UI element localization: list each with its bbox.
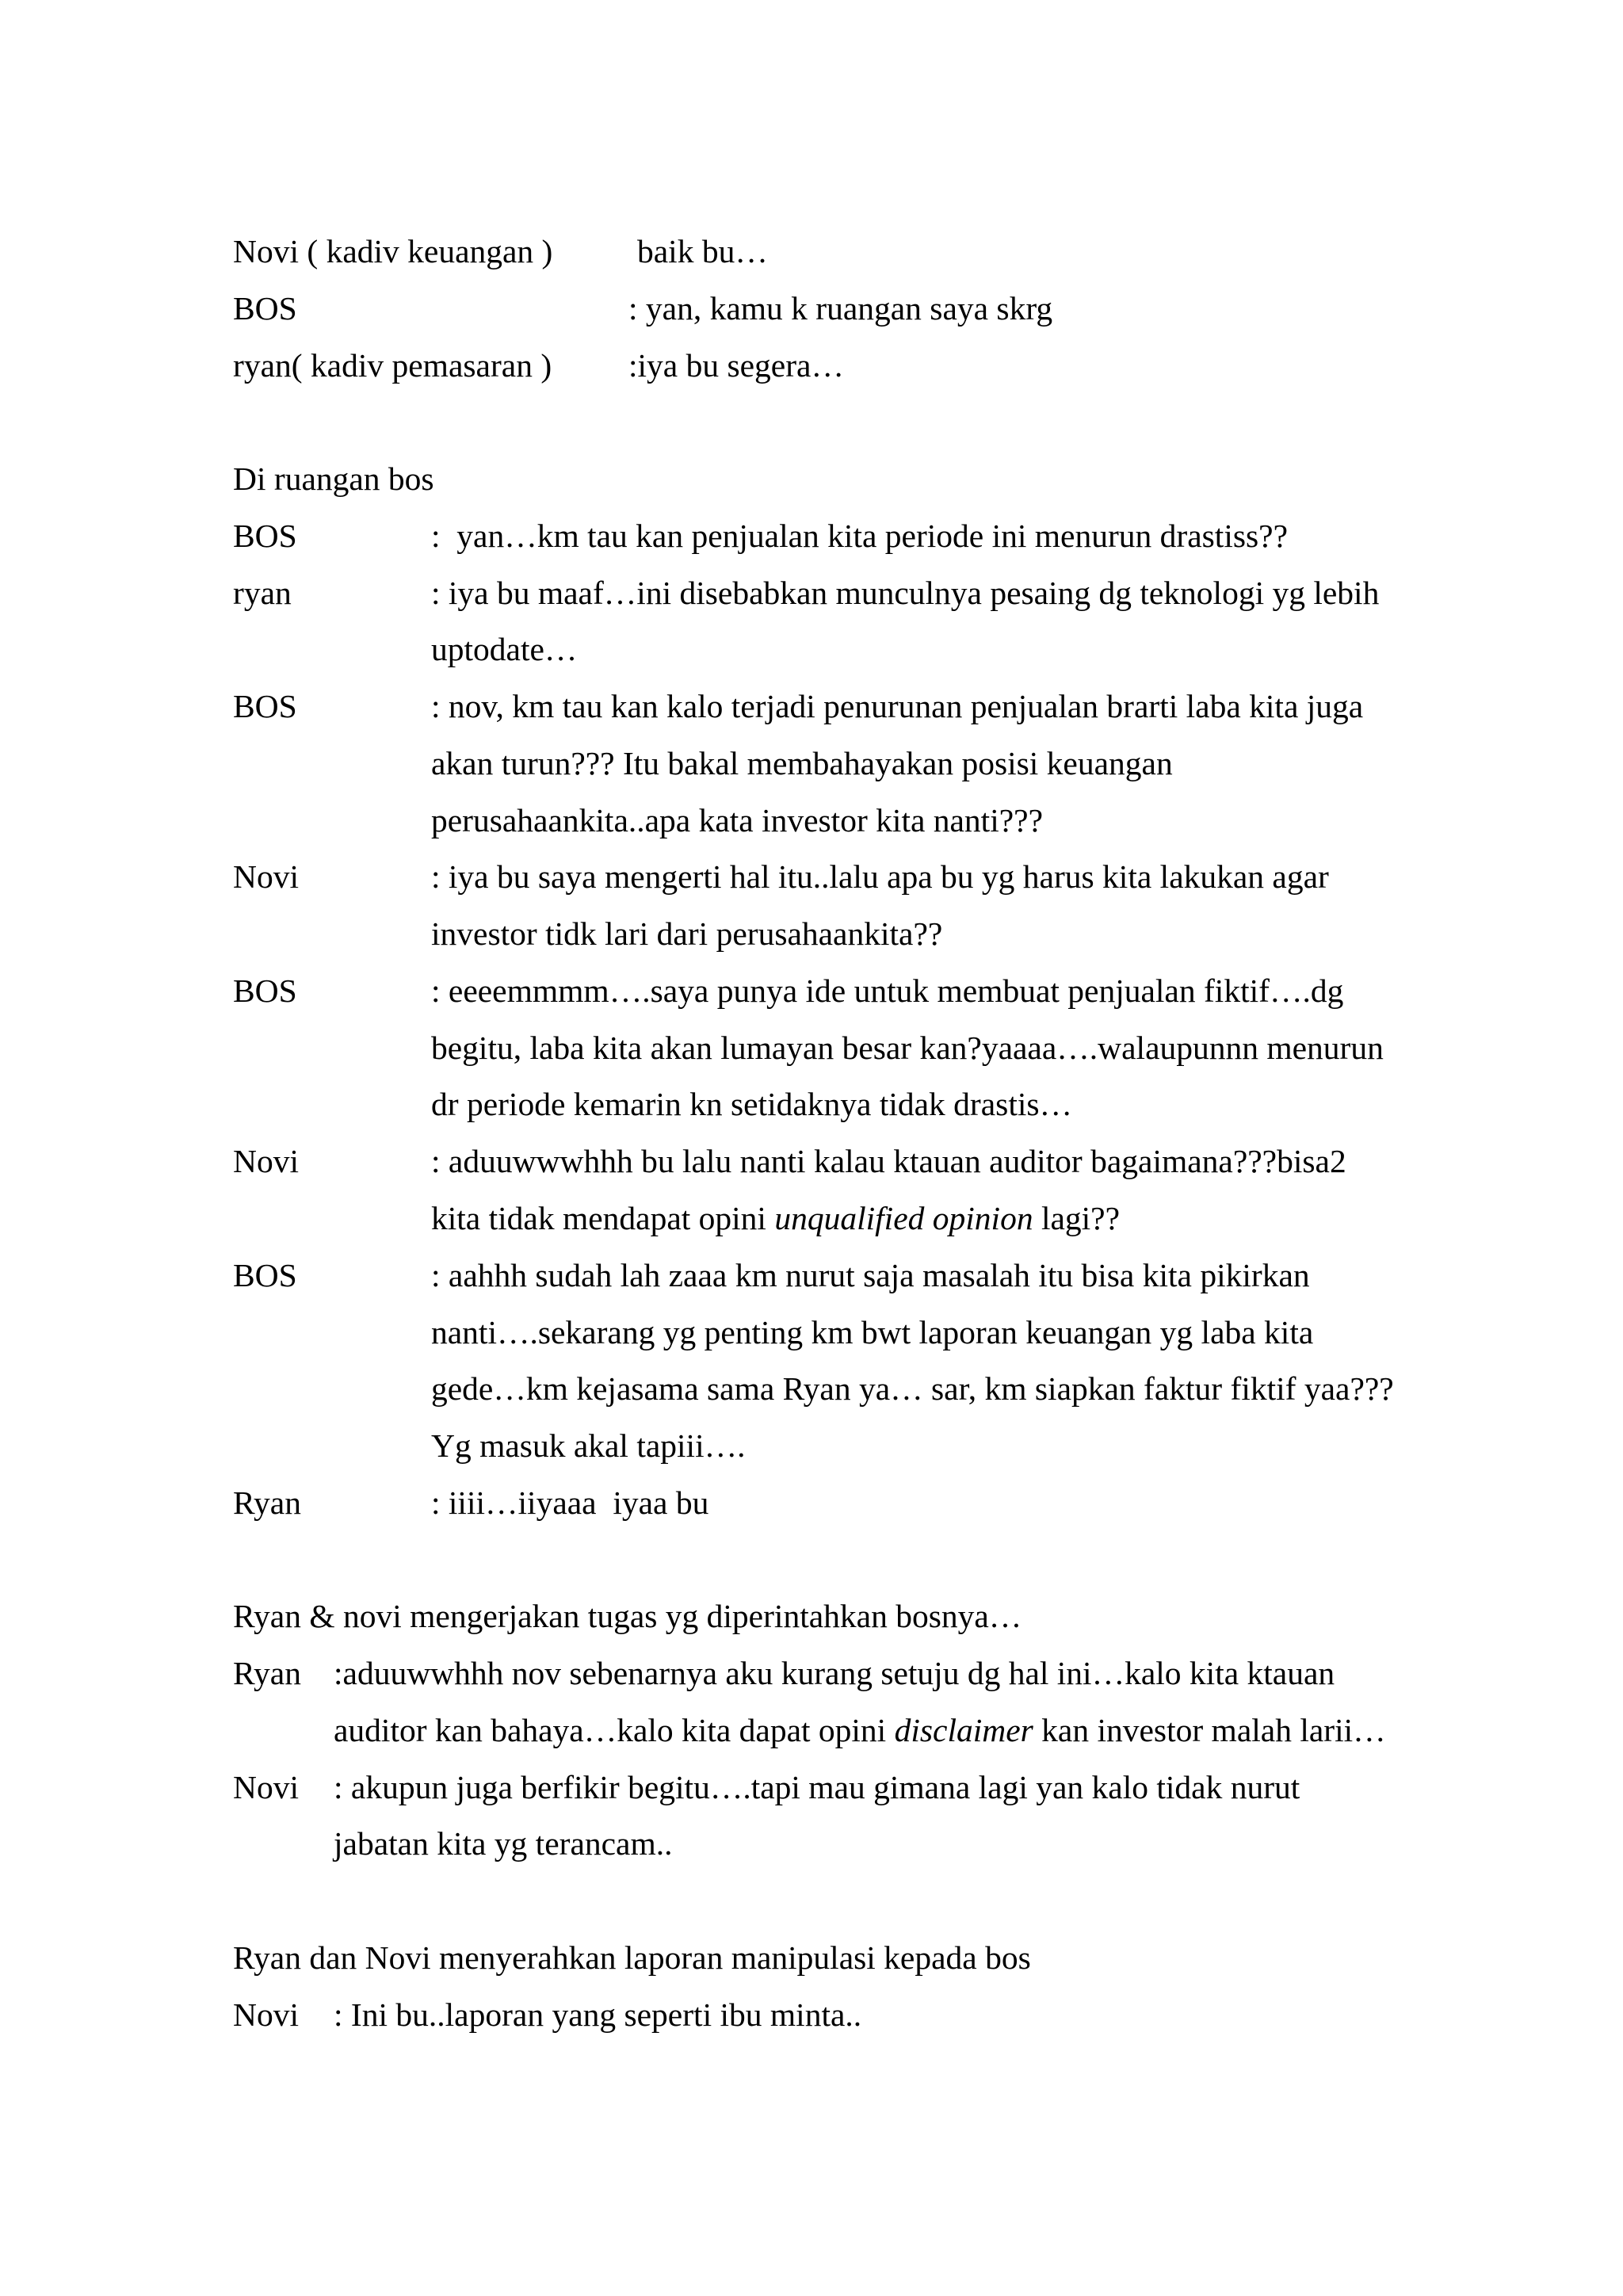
dialogue-row (233, 1987, 1623, 2044)
dialogue-text (431, 678, 1363, 849)
dialogue-row (233, 223, 1623, 281)
dialogue-row (233, 281, 1623, 338)
blank-line (233, 394, 1623, 451)
dialogue-line (334, 1702, 1386, 1759)
speaker-name: BOS (233, 688, 297, 725)
dialogue-text (431, 849, 1329, 963)
italic-term: disclaimer (894, 1711, 1033, 1748)
scene-working (233, 1588, 1623, 1873)
dialogue-row (233, 1759, 1623, 1874)
dialogue-row (233, 508, 1623, 565)
dialogue-line: :aduuwwhhh nov sebenarnya aku kurang setuju dg hal ini…kalo kita ktauan (334, 1655, 1335, 1692)
dialogue-line: akan turun??? Itu bakal membahayakan posisi keuangan (431, 744, 1173, 781)
speaker-name: Novi ( kadiv keuangan ) (233, 233, 553, 269)
dialogue-text (431, 565, 1379, 679)
speaker-name: BOS (233, 289, 297, 327)
line-text: lagi?? (1033, 1200, 1121, 1237)
dialogue-line: : eeeemmmm….saya punya ide untuk membuat penjualan fiktif….dg (431, 972, 1344, 1009)
dialogue-line: jabatan kita yg terancam.. (334, 1825, 673, 1862)
dialogue-row (233, 565, 1623, 679)
speaker-name: ryan (233, 574, 292, 611)
speaker-name: ryan( kadiv pemasaran ) (233, 346, 552, 384)
dialogue-line: nanti….sekarang yg penting km bwt laporan keuangan yg laba kita (431, 1313, 1314, 1350)
line-text: kan investor malah larii… (1033, 1711, 1386, 1748)
scene-boss-room (233, 451, 1623, 1532)
blank-line (233, 1532, 1623, 1589)
scene-heading: Ryan dan Novi menyerahkan laporan manipulasi kepada bos (233, 1939, 1031, 1976)
dialogue-line: : iya bu saya mengerti hal itu..lalu apa bu yg harus kita lakukan agar (431, 858, 1329, 896)
dialogue-line: : akupun juga berfikir begitu….tapi mau gimana lagi yan kalo tidak nurut (334, 1768, 1300, 1805)
dialogue-text (431, 963, 1384, 1133)
dialogue-text (431, 1247, 1394, 1475)
dialogue-text: baik bu… (637, 233, 768, 269)
dialogue-text: : yan, kamu k ruangan saya skrg (628, 289, 1053, 327)
dialogue-line: : yan…km tau kan penjualan kita periode ini menurun drastiss?? (431, 517, 1289, 554)
dialogue-row (233, 849, 1623, 963)
dialogue-line: gede…km kejasama sama Ryan ya… sar, km siapkan faktur fiktif yaa??? (431, 1370, 1394, 1408)
dialogue-line: Yg masuk akal tapiii…. (431, 1427, 746, 1465)
dialogue-line: perusahaankita..apa kata investor kita nanti??? (431, 801, 1044, 839)
dialogue-text (431, 1133, 1346, 1247)
dialogue-text (334, 1987, 861, 2044)
dialogue-row (233, 1475, 1623, 1532)
speaker-name: Novi (233, 1996, 299, 2033)
dialogue-line: begitu, laba kita akan lumayan besar kan?yaaaa….walaupunnn menurun (431, 1029, 1384, 1066)
italic-term: unqualified opinion (774, 1200, 1033, 1237)
speaker-name: Ryan (233, 1655, 301, 1692)
speaker-name: BOS (233, 972, 297, 1009)
scene-heading: Di ruangan bos (233, 460, 434, 498)
speaker-name: Ryan (233, 1484, 301, 1521)
dialogue-text (431, 508, 1288, 565)
dialogue-row (233, 963, 1623, 1133)
dialogue-row (233, 1247, 1623, 1475)
scene-handover (233, 1930, 1623, 2044)
dialogue-line (431, 1190, 1346, 1247)
dialogue-text (334, 1759, 1300, 1874)
dialogue-text (431, 1475, 708, 1532)
dialogue-row (233, 1645, 1623, 1759)
speaker-name: Novi (233, 1143, 299, 1180)
dialogue-line: : iya bu maaf…ini disebabkan munculnya pesaing dg teknologi yg lebih (431, 574, 1380, 611)
speaker-name: BOS (233, 517, 297, 554)
dialogue-line: : iiii…iiyaaa iyaa bu (431, 1484, 709, 1521)
dialogue-line: : nov, km tau kan kalo terjadi penurunan penjualan brarti laba kita juga (431, 688, 1364, 725)
scene-heading: Ryan & novi mengerjakan tugas yg diperintahkan bosnya… (233, 1598, 1022, 1635)
speaker-name: Novi (233, 858, 299, 896)
dialogue-line: dr periode kemarin kn setidaknya tidak drastis… (431, 1086, 1073, 1123)
dialogue-text (334, 1645, 1386, 1759)
line-text: auditor kan bahaya…kalo kita dapat opini (334, 1711, 895, 1748)
line-text: kita tidak mendapat opini (431, 1200, 775, 1237)
speaker-name: Novi (233, 1768, 299, 1805)
dialogue-line: : Ini bu..laporan yang seperti ibu minta.. (334, 1996, 862, 2033)
dialogue-row (233, 678, 1623, 849)
dialogue-text: :iya bu segera… (628, 346, 844, 384)
dialogue-line: uptodate… (431, 631, 578, 668)
dialogue-line: : aahhh sudah lah zaaa km nurut saja masalah itu bisa kita pikirkan (431, 1256, 1310, 1293)
dialogue-row (233, 338, 1623, 395)
dialogue-line: investor tidk lari dari perusahaankita?? (431, 915, 943, 953)
blank-line (233, 1873, 1623, 1930)
dialogue-row (233, 1133, 1623, 1247)
speaker-name: BOS (233, 1256, 297, 1293)
dialogue-line: : aduuwwwhhh bu lalu nanti kalau ktauan auditor bagaimana???bisa2 (431, 1143, 1346, 1180)
intro-dialogue (233, 223, 1623, 394)
